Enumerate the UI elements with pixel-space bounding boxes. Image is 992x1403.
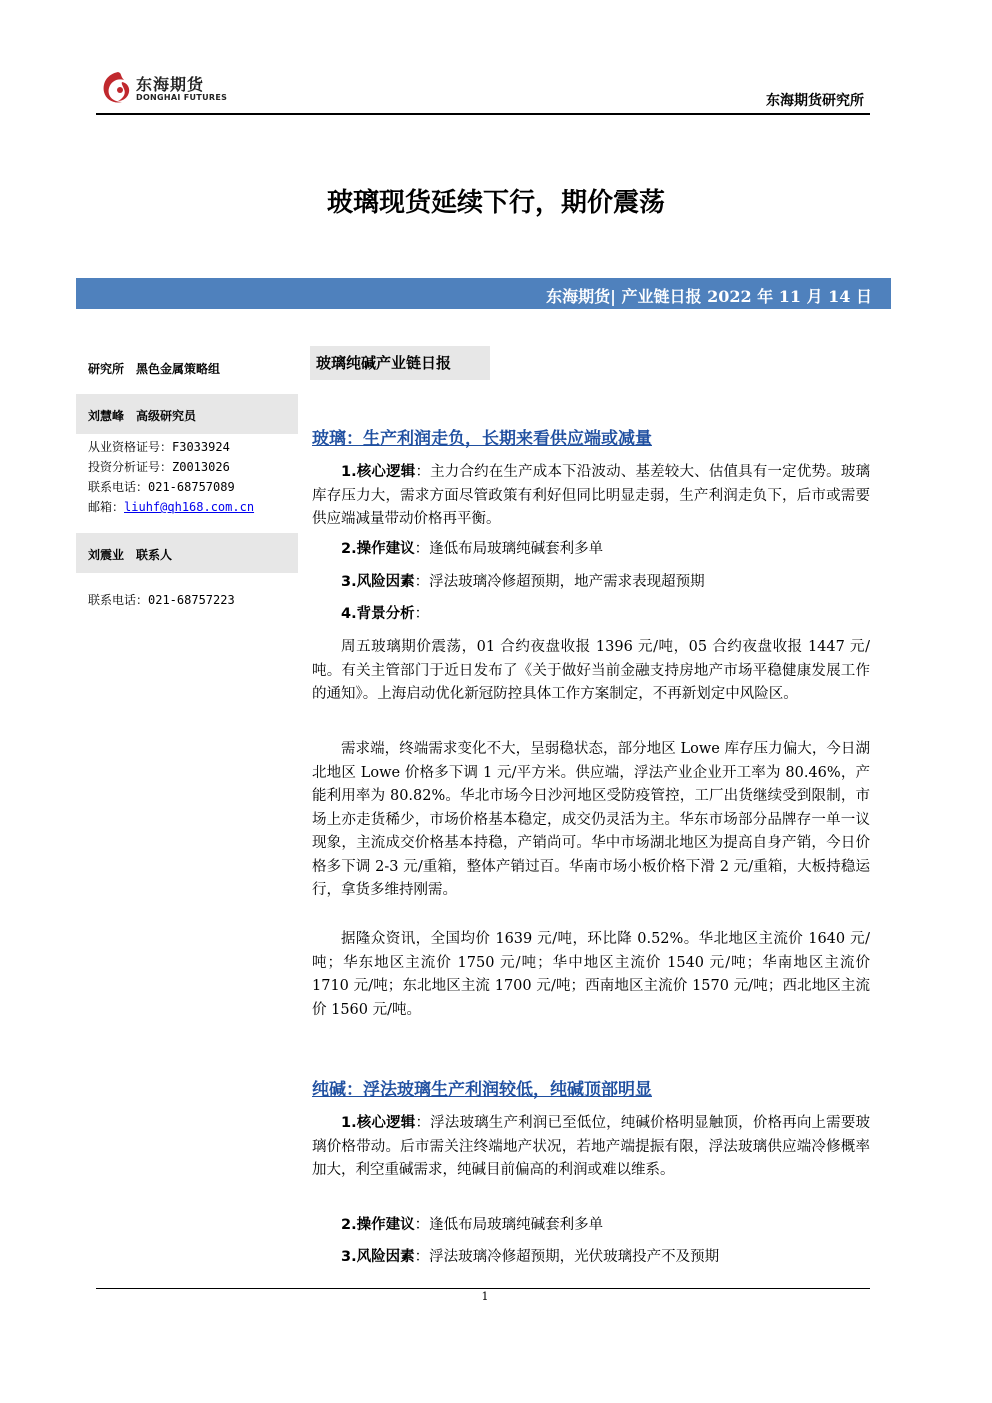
- soda-logic: [312, 1112, 870, 1183]
- glass-risk-label: 3.风险因素: [341, 574, 415, 590]
- institute-name: 东海期货研究所: [766, 93, 864, 109]
- header-rule: [96, 113, 870, 115]
- soda-advice: [312, 1214, 870, 1238]
- glass-background-label: 4.背景分析: [341, 606, 415, 622]
- soda-advice-label: 2.操作建议: [341, 1217, 415, 1233]
- glass-risk: [312, 571, 870, 595]
- glass-background: [312, 603, 870, 627]
- analyst2-name: 刘震业 联系人: [88, 548, 173, 562]
- glass-paragraph-3: 据隆众资讯，全国均价 1639 元/吨，环比降 0.52%。华北地区主流价 1640 元/吨；华东地区主流价 1750 元/吨；华中地区主流价 1540 元/吨；华南地区主流价 1710 元/吨；东北地区主流 1700 元/吨；西南地区主流价 1570 元/吨；西北地区主流价 1560 元/吨。: [312, 931, 870, 1018]
- page-number: 1: [481, 1290, 489, 1303]
- footer-rule: [96, 1288, 870, 1289]
- analyst1-name: 刘慧峰 高级研究员: [88, 409, 197, 423]
- glass-heading[interactable]: 玻璃：生产利润走负，长期来看供应端或减量: [312, 429, 652, 449]
- dragon-logo-icon: [98, 68, 138, 108]
- glass-advice-label: 2.操作建议: [341, 541, 415, 557]
- qualification-cert: 从业资格证号：F3033924: [88, 440, 230, 454]
- logo-text-en: DONGHAI FUTURES: [136, 93, 228, 102]
- glass-advice-text: ：逢低布局玻璃纯碱套利多单: [414, 541, 604, 557]
- glass-advice: [312, 538, 870, 562]
- glass-risk-text: ：浮法玻璃冷修超预期，地产需求表现超预期: [414, 574, 705, 590]
- glass-background-colon: ：: [414, 606, 430, 622]
- email-label: 邮箱：: [88, 500, 125, 514]
- soda-logic-label: 1.核心逻辑: [341, 1115, 416, 1131]
- date-band-text: 东海期货| 产业链日报 2022 年 11 月 14 日: [546, 287, 872, 306]
- analyst1-phone: 联系电话：021-68757089: [88, 480, 235, 494]
- analyst1-email: [88, 498, 254, 515]
- analyst2-phone: 联系电话：021-68757223: [88, 593, 235, 607]
- soda-risk-label: 3.风险因素: [341, 1249, 415, 1265]
- glass-logic-label: 1.核心逻辑: [341, 464, 416, 480]
- glass-paragraph-1: 周五玻璃期价震荡，01 合约夜盘收报 1396 元/吨，05 合约夜盘收报 1447 元/吨。有关主管部门于近日发布了《关于做好当前金融支持房地产市场平稳健康发展工作的通知》。上海启动优化新冠防控具体工作方案制定，不再新划定中风险区。: [312, 639, 870, 702]
- soda-heading[interactable]: 纯碱：浮法玻璃生产利润较低，纯碱顶部明显: [312, 1080, 652, 1100]
- glass-logic: [312, 461, 870, 532]
- chain-report-label: 玻璃纯碱产业链日报: [310, 346, 490, 380]
- soda-risk-text: ：浮法玻璃冷修超预期，光伏玻璃投产不及预期: [414, 1249, 720, 1265]
- research-group: 研究所 黑色金属策略组: [88, 362, 221, 376]
- invest-cert: 投资分析证号：Z0013026: [88, 460, 230, 474]
- glass-logic-text: ：主力合约在生产成本下沿波动、基差较大、估值具有一定优势。玻璃库存压力大，需求方面尽管政策有利好但同比明显走弱，生产利润走负下，后市或需要供应端减量带动价格再平衡。: [312, 464, 870, 527]
- soda-logic-text: ：浮法玻璃生产利润已至低位，纯碱价格明显触顶，价格再向上需要玻璃价格带动。后市需关注终端地产状况，若地产端提振有限，浮法玻璃供应端冷修概率加大，利空重碱需求，纯碱目前偏高的利润或难以维系。: [312, 1115, 870, 1178]
- logo-text-cn: 东海期货: [136, 75, 205, 94]
- email-link[interactable]: liuhf@qh168.com.cn: [124, 500, 255, 514]
- report-title: 玻璃现货延续下行，期价震荡: [326, 188, 665, 218]
- soda-advice-text: ：逢低布局玻璃纯碱套利多单: [414, 1217, 604, 1233]
- soda-risk: [312, 1246, 870, 1270]
- glass-paragraph-2: 需求端，终端需求变化不大，呈弱稳状态，部分地区 Lowe 库存压力偏大，今日湖北地区 Lowe 价格多下调 1 元/平方米。供应端，浮法产业企业开工率为 80.46%，产能利用率为 80.82%。华北市场今日沙河地区受防疫管控，工厂出货继续受到限制，市场上亦走货稀少，市场价格基本稳定，成交仍灵活为主。华东市场部分品牌存一单一议现象，主流成交价格基本持稳，产销尚可。华中市场湖北地区为提高自身产销，今日价格多下调 2-3 元/重箱，整体产销过百。华南市场小板价格下滑 2 元/重箱，大板持稳运行，拿货多维持刚需。: [312, 741, 870, 898]
